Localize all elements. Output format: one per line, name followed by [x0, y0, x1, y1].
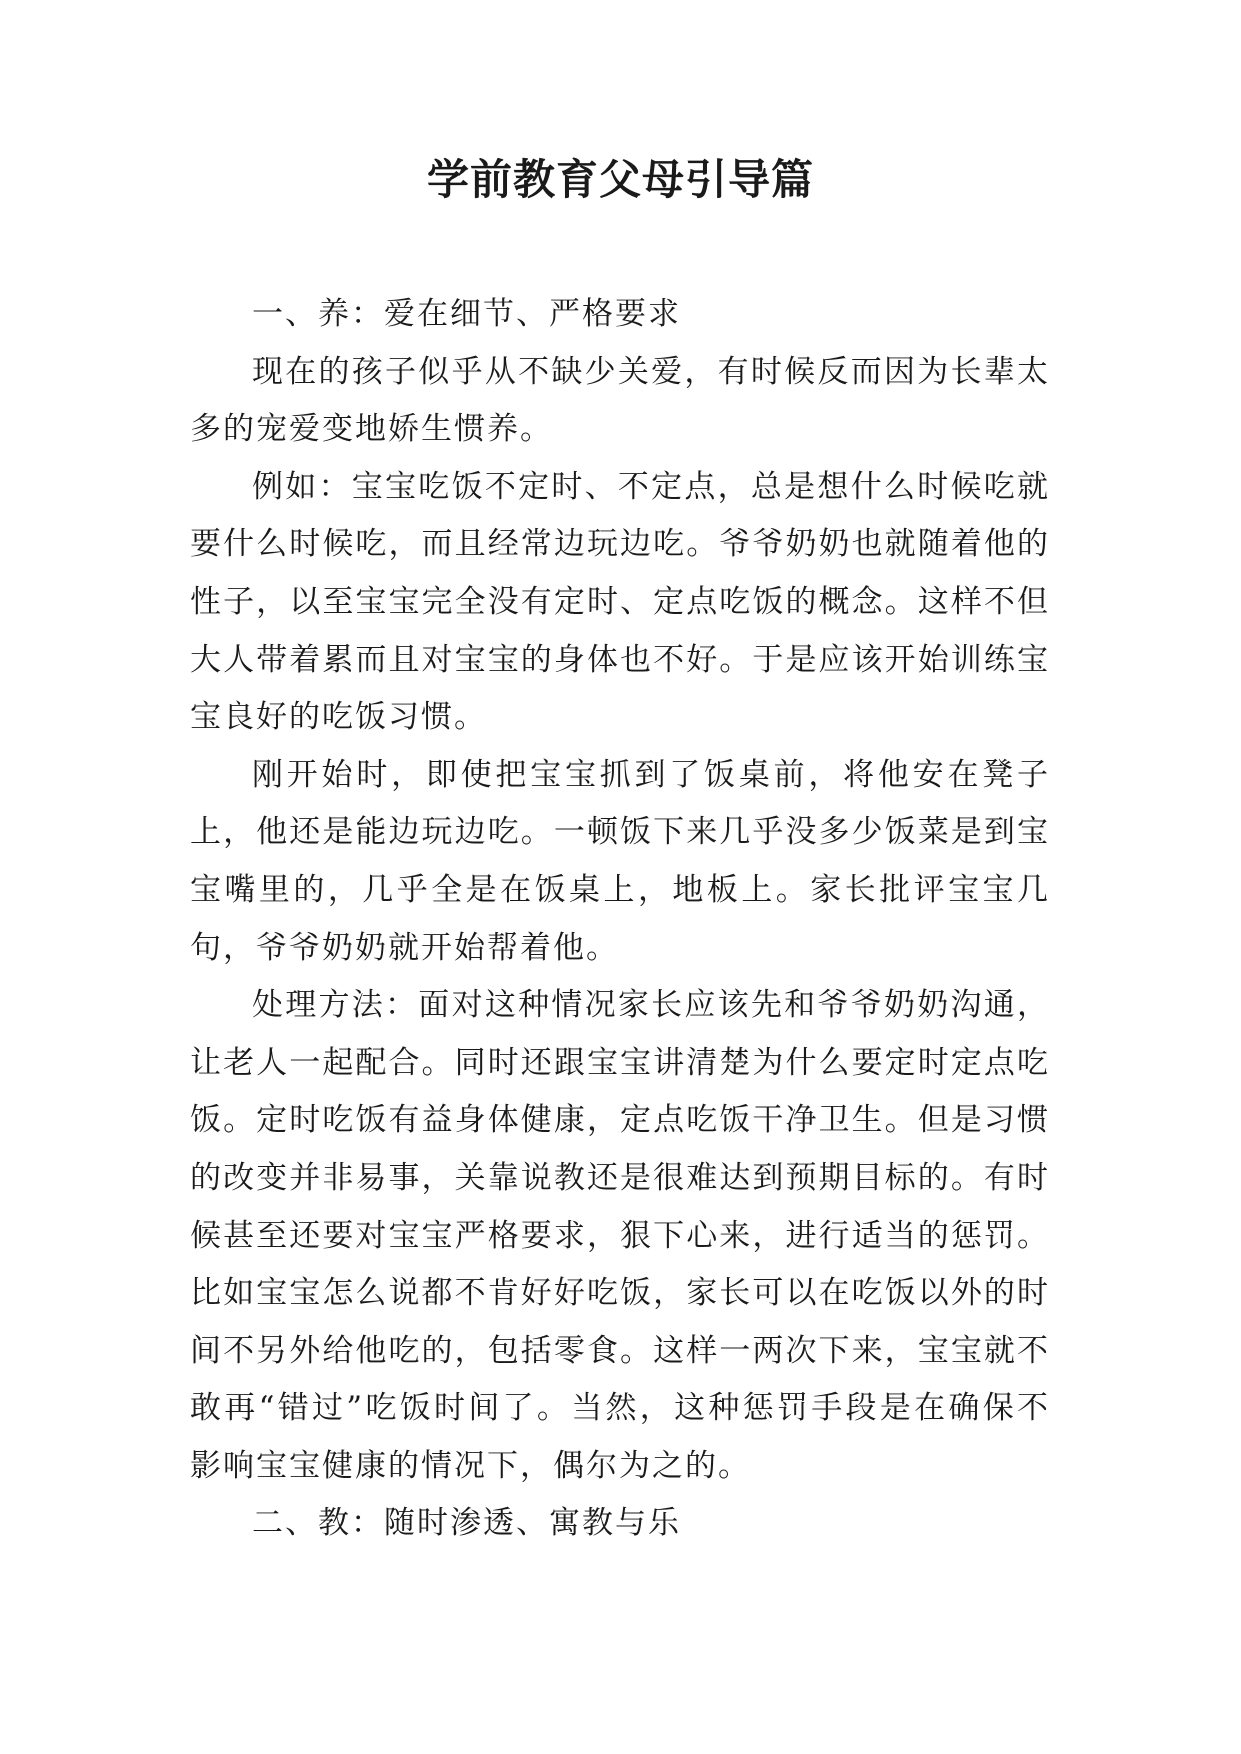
paragraph-beginning: 刚开始时，即使把宝宝抓到了饭桌前，将他安在凳子上，他还是能边玩边吃。一顿饭下来几乎没多少饭菜是到宝宝嘴里的，几乎全是在饭桌上，地板上。家长批评宝宝几句，爷爷奶奶就开始帮着他。: [190, 756, 1050, 966]
section-heading-2: 二、教：随时渗透、寓教与乐: [252, 1505, 681, 1542]
document-body: [190, 286, 1050, 1553]
paragraph-example: 例如：宝宝吃饭不定时、不定点，总是想什么时候吃就要什么时候吃，而且经常边玩边吃。爷爷奶奶也就随着他的性子，以至宝宝完全没有定时、定点吃饭的概念。这样不但大人带着累而且对宝宝的身体也不好。于是应该开始训练宝宝良好的吃饭习惯。: [190, 468, 1050, 736]
paragraph-intro: 现在的孩子似乎从不缺少关爱，有时候反而因为长辈太多的宠爱变地娇生惯养。: [190, 353, 1050, 448]
document-title: 学前教育父母引导篇: [426, 155, 814, 204]
paragraph-method: 处理方法：面对这种情况家长应该先和爷爷奶奶沟通，让老人一起配合。同时还跟宝宝讲清楚为什么要定时定点吃饭。定时吃饭有益身体健康，定点吃饭干净卫生。但是习惯的改变并非易事，关靠说教还是很难达到预期目标的。有时候甚至还要对宝宝严格要求，狠下心来，进行适当的惩罚。比如宝宝怎么说都不肯好好吃饭，家长可以在吃饭以外的时间不另外给他吃的，包括零食。这样一两次下来，宝宝就不敢再“错过”吃饭时间了。当然，这种惩罚手段是在确保不影响宝宝健康的情况下，偶尔为之的。: [190, 987, 1050, 1484]
section-heading-1: 一、养：爱在细节、严格要求: [252, 296, 681, 332]
